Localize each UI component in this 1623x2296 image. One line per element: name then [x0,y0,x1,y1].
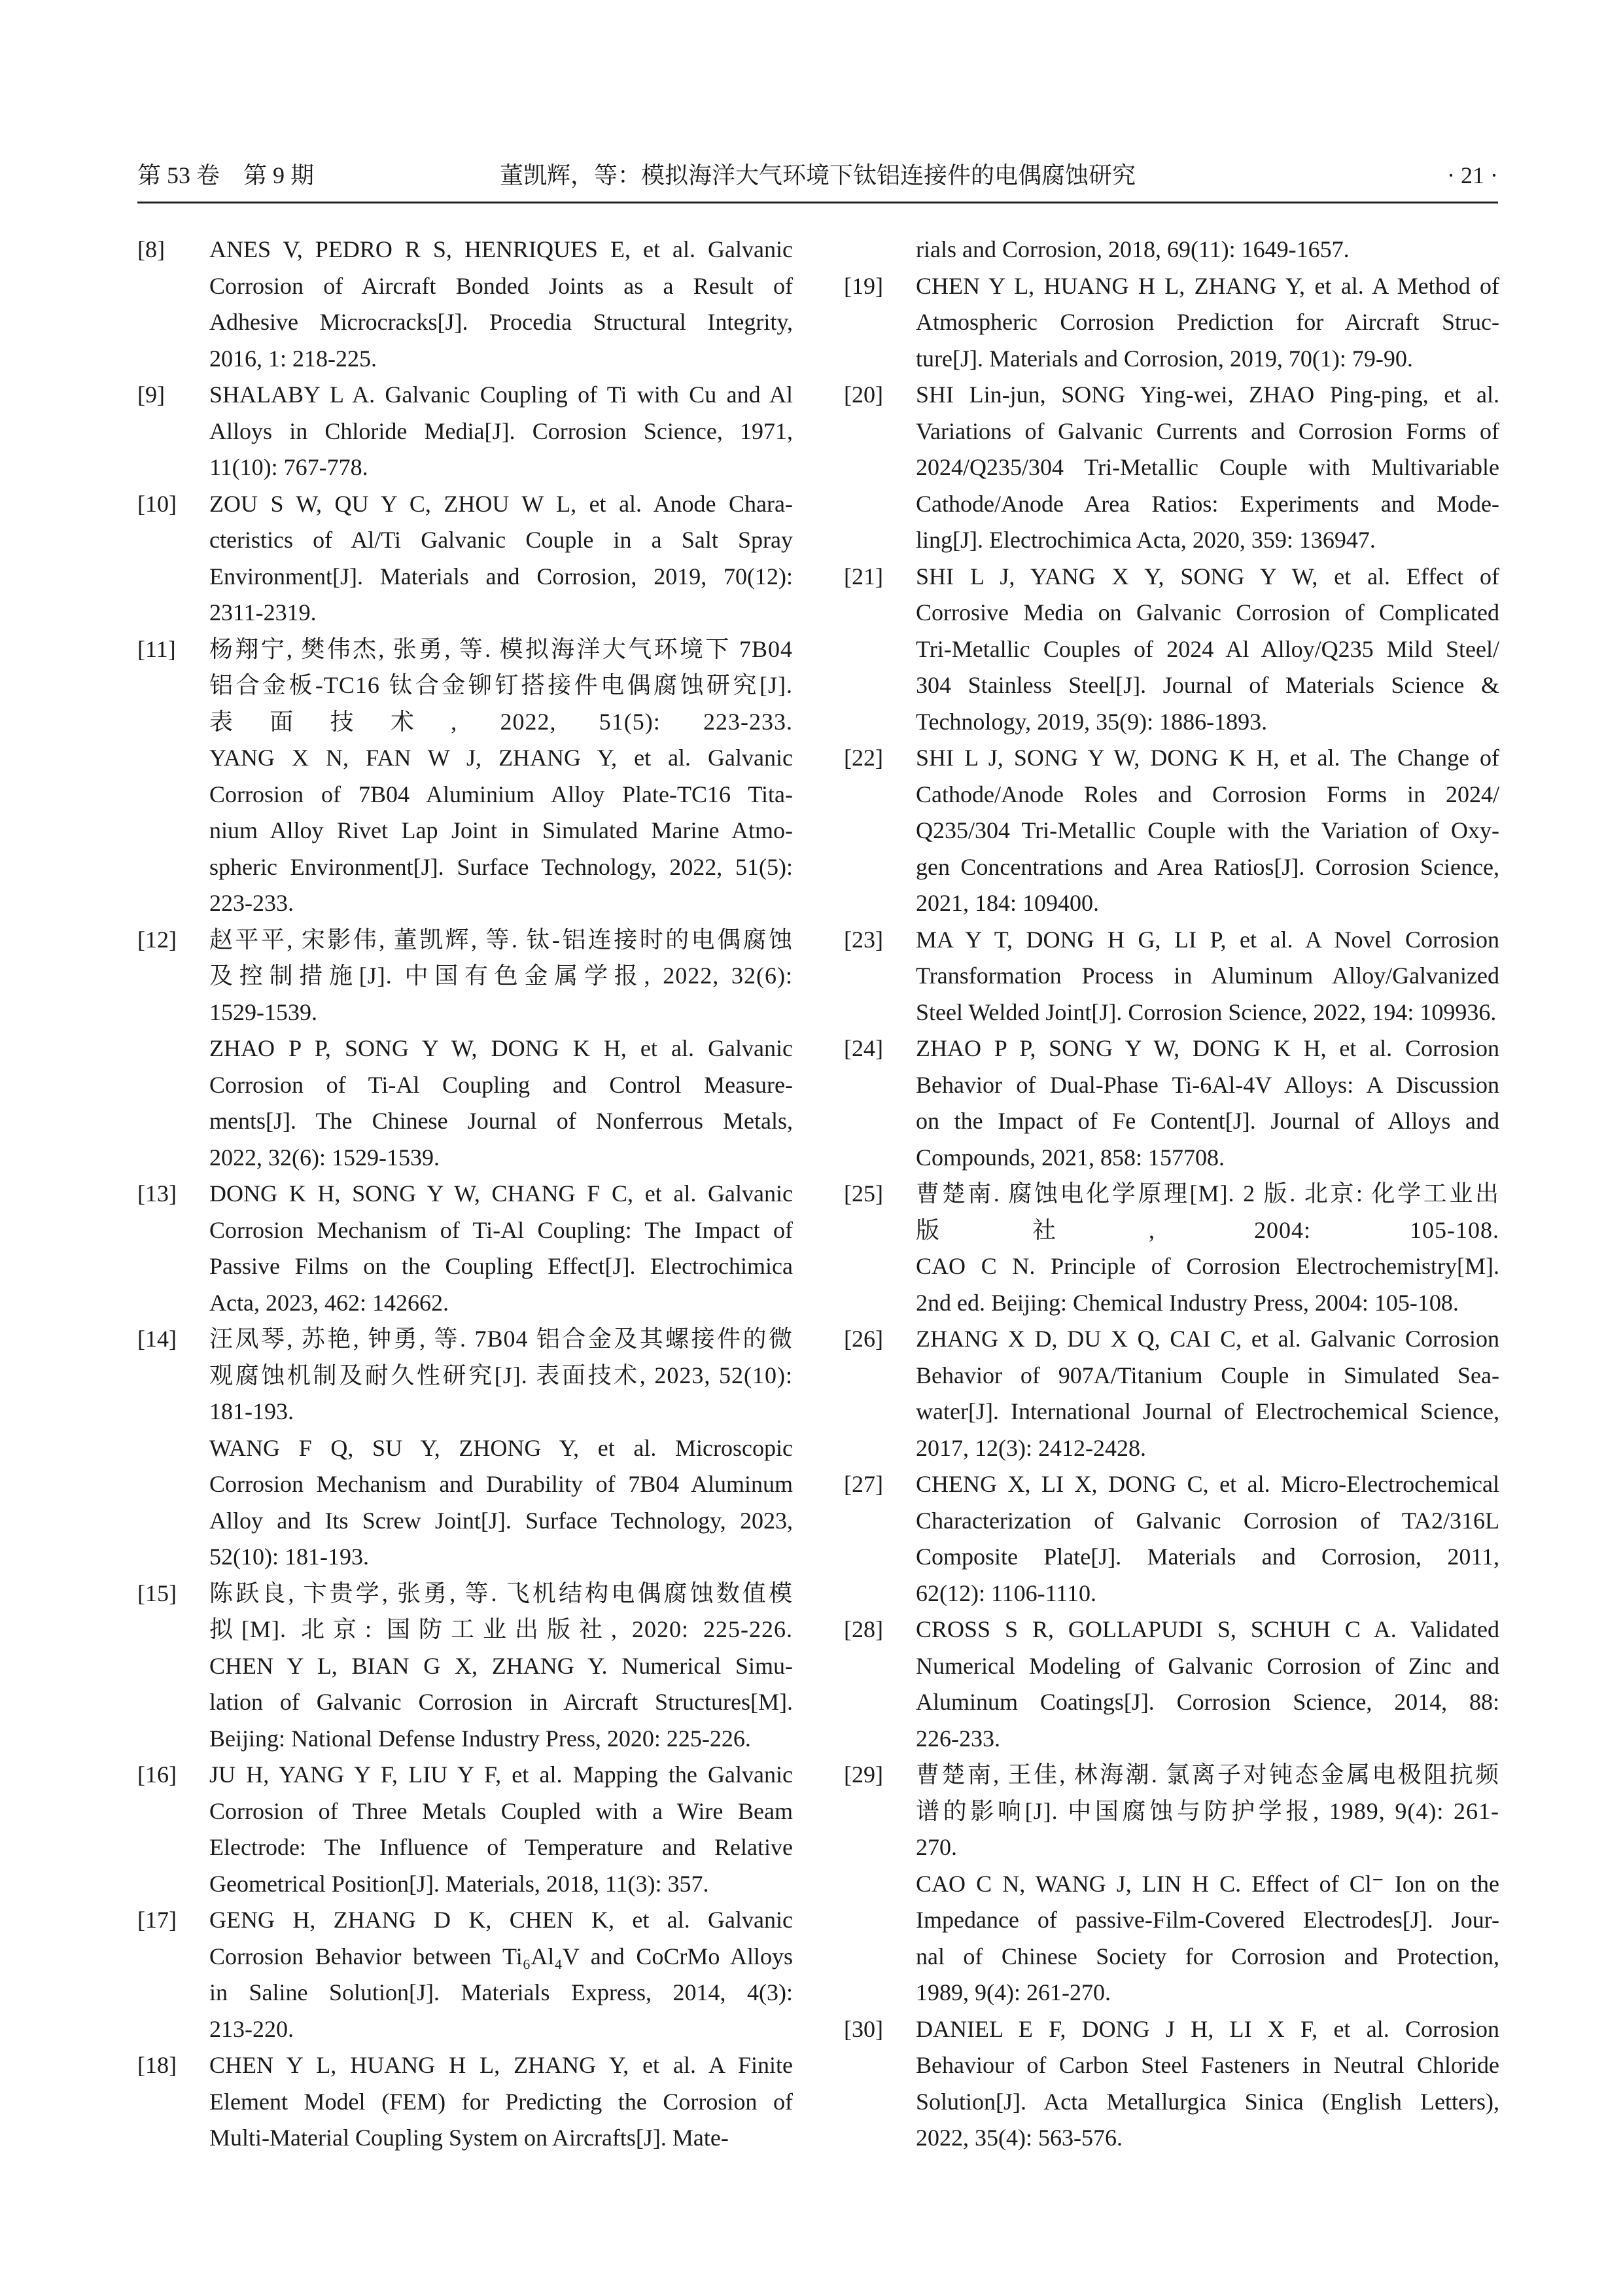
reference-item [137,631,793,922]
reference-line: ture[J]. Materials and Corrosion, 2019, 70(1): 79-90. [916,345,1413,372]
reference-line: Corrosion Mechanism of Ti-Al Coupling: The Impact of [209,1216,793,1243]
reference-item [137,232,793,377]
reference-line: 181-193. [209,1398,294,1424]
reference-line: gen Concentrations and Area Ratios[J]. Corrosion Science, [916,853,1499,880]
reference-line: Transformation Process in Aluminum Alloy/Galvanized [916,963,1499,989]
header-rule [137,202,1498,203]
reference-line: 270. [916,1834,957,1860]
reference-item [844,268,1499,378]
reference-item [844,559,1499,741]
reference-item [844,1031,1499,1176]
reference-line: ling[J]. Electrochimica Acta, 2020, 359: 136947. [916,527,1376,553]
reference-line: water[J]. International Journal of Electrochemical Science, [916,1398,1499,1424]
reference-line: 赵平平, 宋影伟, 董凯辉, 等. 钛-铝连接时的电偶腐蚀 [209,926,793,953]
reference-line: 213-220. [209,2015,294,2042]
reference-item [137,2047,793,2157]
reference-line: Element Model (FEM) for Predicting the Corrosion of [209,2088,793,2115]
reference-line: SHI Lin-jun, SONG Ying-wei, ZHAO Ping-ping, et al. [916,381,1499,408]
reference-number: [25] [844,1180,883,1207]
reference-number: [14] [137,1326,177,1352]
reference-line: Passive Films on the Coupling Effect[J]. Electrochimica [209,1253,793,1279]
reference-line: 观腐蚀机制及耐久性研究[J]. 表面技术, 2023, 52(10): [209,1362,793,1388]
reference-line: Electrode: The Influence of Temperature and Relative [209,1834,793,1860]
reference-item [137,377,793,486]
reference-item [844,1466,1499,1612]
reference-line: lation of Galvanic Corrosion in Aircraft Structures[M]. [209,1689,793,1715]
page-number: · 21 · [1447,162,1498,188]
reference-line: ments[J]. The Chinese Journal of Nonferrous Metals, [209,1108,793,1134]
reference-line: Cathode/Anode Area Ratios: Experiments and Mode- [916,490,1499,517]
reference-line: Alloys in Chloride Media[J]. Corrosion Science, 1971, [209,417,793,444]
reference-line: Solution[J]. Acta Metallurgica Sinica (English Letters), [916,2088,1499,2115]
reference-item [844,1176,1499,1321]
reference-line: Compounds, 2021, 858: 157708. [916,1144,1225,1171]
reference-number: [12] [137,926,177,953]
reference-line: 表面技术, 2022, 51(5): 223-233. [209,708,793,735]
reference-line: Alloy and Its Screw Joint[J]. Surface Technology, 2023, [209,1507,793,1534]
reference-line: 拟[M]. 北京: 国防工业出版社, 2020: 225-226. [209,1616,793,1642]
reference-line: ZHANG X D, DU X Q, CAI C, et al. Galvanic Corrosion [916,1326,1499,1352]
reference-number: [11] [137,635,176,662]
reference-line: Adhesive Microcracks[J]. Procedia Structural Integrity, [209,309,793,335]
reference-item [137,1176,793,1321]
reference-line: ZHAO P P, SONG Y W, DONG K H, et al. Corrosion [916,1035,1499,1061]
reference-line: CROSS S R, GOLLAPUDI S, SCHUH C A. Validated [916,1616,1499,1642]
reference-line: 2016, 1: 218-225. [209,345,377,372]
reference-number: [17] [137,1907,177,1933]
reference-line: 及控制措施[J]. 中国有色金属学报, 2022, 32(6): [209,963,793,989]
reference-line: 2017, 12(3): 2412-2428. [916,1434,1146,1461]
reference-number: [18] [137,2052,177,2078]
reference-line: 陈跃良, 卞贵学, 张勇, 等. 飞机结构电偶腐蚀数值模 [209,1580,793,1606]
reference-line: Composite Plate[J]. Materials and Corrosion, 2011, [916,1544,1499,1570]
reference-line: 曹楚南, 王佳, 林海潮. 氯离子对钝态金属电极阻抗频 [916,1761,1499,1788]
reference-line: 304 Stainless Steel[J]. Journal of Materials Science & [916,672,1499,698]
reference-item [844,922,1499,1031]
reference-line: nal of Chinese Society for Corrosion and Protection, [916,1943,1499,1969]
reference-line: Behaviour of Carbon Steel Fasteners in Neutral Chloride [916,2052,1499,2078]
reference-line: Q235/304 Tri-Metallic Couple with the Variation of Oxy- [916,817,1499,843]
reference-line: JU H, YANG Y F, LIU Y F, et al. Mapping the Galvanic [209,1761,793,1788]
reference-line: 52(10): 181-193. [209,1544,369,1570]
reference-line: CAO C N, WANG J, LIN H C. Effect of Cl⁻ Ion on the [916,1870,1499,1897]
reference-line: Aluminum Coatings[J]. Corrosion Science, 2014, 88: [916,1689,1499,1715]
reference-item [137,1321,793,1576]
reference-item [137,1902,793,2047]
reference-number: [15] [137,1580,177,1606]
reference-line: 铝合金板-TC16 钛合金铆钉搭接件电偶腐蚀研究[J]. [209,672,793,698]
reference-number: [22] [844,745,883,771]
reference-line: 版社, 2004: 105-108. [916,1216,1499,1243]
reference-item [844,2011,1499,2157]
reference-line: Atmospheric Corrosion Prediction for Aircraft Struc- [916,309,1499,335]
reference-line: SHI L J, SONG Y W, DONG K H, et al. The Change of [916,745,1499,771]
reference-number: [19] [844,272,883,299]
running-header [137,156,1498,195]
reference-line: 杨翔宁, 樊伟杰, 张勇, 等. 模拟海洋大气环境下 7B04 [209,635,793,662]
reference-line: Impedance of passive-Film-Covered Electrodes[J]. Jour- [916,1907,1499,1933]
reference-line: ANES V, PEDRO R S, HENRIQUES E, et al. Galvanic [209,236,793,262]
reference-line: 2022, 32(6): 1529-1539. [209,1144,440,1171]
reference-line: Corrosion of 7B04 Aluminium Alloy Plate-TC16 Tita- [209,781,793,807]
reference-line: CHEN Y L, BIAN G X, ZHANG Y. Numerical Simu- [209,1652,793,1679]
reference-line: 谱的影响[J]. 中国腐蚀与防护学报, 1989, 9(4): 261- [916,1797,1499,1824]
reference-line: Corrosion Mechanism and Durability of 7B04 Aluminum [209,1471,793,1497]
reference-line: 2021, 184: 109400. [916,890,1100,916]
reference-number: [16] [137,1761,177,1788]
reference-number: [27] [844,1471,883,1497]
reference-line: Corrosive Media on Galvanic Corrosion of Complicated [916,599,1499,626]
reference-number: [20] [844,381,883,408]
reference-number: [8] [137,236,165,262]
reference-line: 汪凤琴, 苏艳, 钟勇, 等. 7B04 铝合金及其螺接件的微 [209,1326,793,1352]
reference-line: 1989, 9(4): 261-270. [916,1979,1111,2005]
reference-line: Environment[J]. Materials and Corrosion, 2019, 70(12): [209,563,793,590]
reference-number: [10] [137,490,177,517]
reference-line: GENG H, ZHANG D K, CHEN K, et al. Galvanic [209,1907,793,1933]
reference-item [137,922,793,1176]
reference-number: [21] [844,563,883,590]
reference-column-left [137,232,793,2157]
reference-line: rials and Corrosion, 2018, 69(11): 1649-1657. [916,236,1350,262]
reference-line: SHI L J, YANG X Y, SONG Y W, et al. Effect of [916,563,1499,590]
reference-line: WANG F Q, SU Y, ZHONG Y, et al. Microscopic [209,1434,793,1461]
reference-line: nium Alloy Rivet Lap Joint in Simulated Marine Atmo- [209,817,793,843]
reference-item [844,377,1499,559]
reference-line: 2nd ed. Beijing: Chemical Industry Press, 2004: 105-108. [916,1289,1459,1316]
reference-item [137,1757,793,1902]
reference-line: Acta, 2023, 462: 142662. [209,1289,449,1316]
reference-line: Tri-Metallic Couples of 2024 Al Alloy/Q235 Mild Steel/ [916,635,1499,662]
reference-item [844,1612,1499,1757]
reference-number: [30] [844,2015,883,2042]
reference-line: Corrosion of Three Metals Coupled with a Wire Beam [209,1797,793,1824]
reference-line: 2024/Q235/304 Tri-Metallic Couple with Multivariable [916,454,1499,480]
reference-line: ZOU S W, QU Y C, ZHOU W L, et al. Anode Chara- [209,490,793,517]
reference-line: Multi-Material Coupling System on Aircrafts[J]. Mate- [209,2125,729,2151]
reference-line: 11(10): 767-778. [209,454,368,480]
reference-number: [13] [137,1180,177,1207]
reference-line: 226-233. [916,1725,1000,1752]
reference-number: [9] [137,381,165,408]
running-title: 董凯辉，等：模拟海洋大气环境下钛铝连接件的电偶腐蚀研究 [499,162,1136,188]
reference-line: 曹楚南. 腐蚀电化学原理[M]. 2 版. 北京: 化学工业出 [916,1180,1499,1207]
reference-line: Technology, 2019, 35(9): 1886-1893. [916,708,1268,735]
reference-item [844,232,1499,268]
reference-line: Geometrical Position[J]. Materials, 2018, 11(3): 357. [209,1870,709,1897]
reference-item [844,740,1499,922]
reference-line: cteristics of Al/Ti Galvanic Couple in a Salt Spray [209,527,793,553]
issue-info: 第 53 卷 第 9 期 [137,162,315,188]
reference-number: [29] [844,1761,883,1788]
reference-number: [28] [844,1616,883,1642]
reference-line: MA Y T, DONG H G, LI P, et al. A Novel Corrosion [916,926,1499,953]
reference-line: Corrosion Behavior between Ti₆Al₄V and CoCrMo Alloys [209,1943,793,1969]
reference-line: 62(12): 1106-1110. [916,1580,1096,1606]
reference-line: Behavior of Dual-Phase Ti-6Al-4V Alloys: A Discussion [916,1071,1499,1098]
reference-line: SHALABY L A. Galvanic Coupling of Ti with Cu and Al [209,381,793,408]
reference-line: Beijing: National Defense Industry Press, 2020: 225-226. [209,1725,751,1752]
reference-line: DONG K H, SONG Y W, CHANG F C, et al. Galvanic [209,1180,793,1207]
reference-line: 2311-2319. [209,599,317,626]
reference-line: CHEN Y L, HUANG H L, ZHANG Y, et al. A Method of [916,272,1499,299]
reference-line: CAO C N. Principle of Corrosion Electrochemistry[M]. [916,1253,1499,1279]
reference-line: spheric Environment[J]. Surface Technology, 2022, 51(5): [209,853,793,880]
reference-item [844,1757,1499,2011]
reference-number: [24] [844,1035,883,1061]
reference-line: Corrosion of Ti-Al Coupling and Control Measure- [209,1071,793,1098]
reference-line: Steel Welded Joint[J]. Corrosion Science, 2022, 194: 109936. [916,998,1497,1025]
reference-item [844,1321,1499,1466]
reference-line: Variations of Galvanic Currents and Corrosion Forms of [916,417,1499,444]
reference-line: CHEN Y L, HUANG H L, ZHANG Y, et al. A Finite [209,2052,793,2078]
reference-line: Numerical Modeling of Galvanic Corrosion of Zinc and [916,1652,1499,1679]
reference-line: Behavior of 907A/Titanium Couple in Simulated Sea- [916,1362,1499,1388]
reference-line: 223-233. [209,890,294,916]
reference-line: CHENG X, LI X, DONG C, et al. Micro-Electrochemical [916,1471,1499,1497]
reference-item [137,486,793,631]
reference-line: YANG X N, FAN W J, ZHANG Y, et al. Galvanic [209,745,793,771]
reference-number: [26] [844,1326,883,1352]
reference-line: on the Impact of Fe Content[J]. Journal of Alloys and [916,1108,1499,1134]
reference-item [137,1576,793,1757]
reference-line: ZHAO P P, SONG Y W, DONG K H, et al. Galvanic [209,1035,793,1061]
reference-column-right [844,232,1499,2157]
reference-line: 1529-1539. [209,998,317,1025]
reference-line: Cathode/Anode Roles and Corrosion Forms in 2024/ [916,781,1499,807]
reference-line: 2022, 35(4): 563-576. [916,2125,1123,2151]
reference-line: DANIEL E F, DONG J H, LI X F, et al. Corrosion [916,2015,1499,2042]
reference-line: in Saline Solution[J]. Materials Express, 2014, 4(3): [209,1979,793,2005]
reference-line: Characterization of Galvanic Corrosion of TA2/316L [916,1507,1499,1534]
reference-number: [23] [844,926,883,953]
reference-line: Corrosion of Aircraft Bonded Joints as a Result of [209,272,793,299]
